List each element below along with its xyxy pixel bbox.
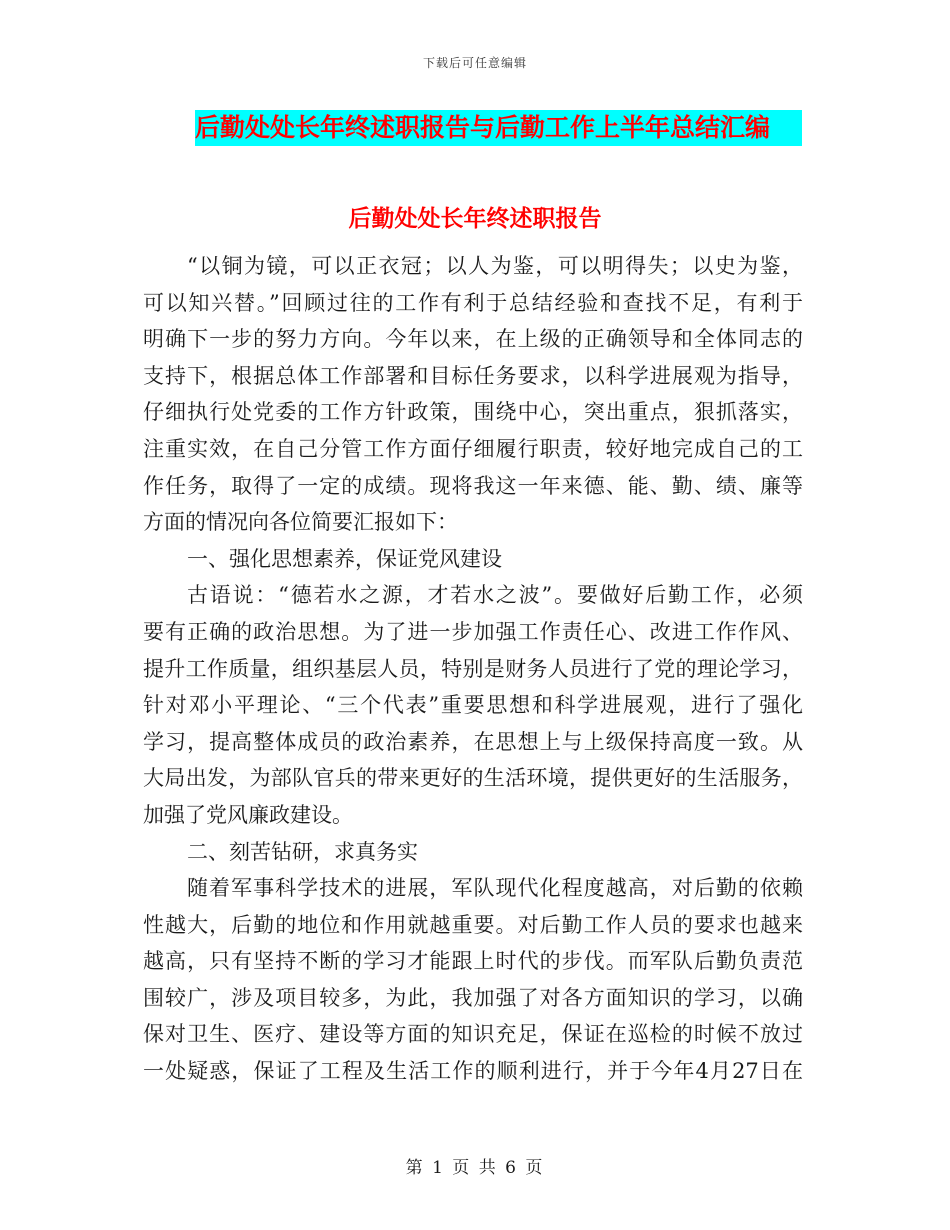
paragraph-line: 支持下，根据总体工作部署和目标任务要求，以科学进展观为指导， [143,363,803,388]
paragraph-line: 注重实效，在自己分管工作方面仔细履行职责，较好地完成自己的工 [143,436,803,461]
paragraph-line: 加强了党风廉政建设。 [143,802,353,827]
page-footer: 第 1 页 共 6 页 [405,1158,545,1178]
paragraph-line: 围较广，涉及项目较多，为此，我加强了对各方面知识的学习，以确 [143,985,803,1010]
paragraph-line: 性越大，后勤的地位和作用就越重要。对后勤工作人员的要求也越来 [143,912,803,937]
paragraph-line: 提升工作质量，组织基层人员，特别是财务人员进行了党的理论学习， [143,656,803,681]
body-text [143,248,803,1090]
paragraph-line: 保对卫生、医疗、建设等方面的知识充足，保证在巡检的时候不放过 [143,1022,803,1047]
paragraph-line: 方面的情况向各位简要汇报如下： [143,510,458,535]
main-title: 后勤处处长年终述职报告与后勤工作上半年总结汇编 [195,110,802,146]
paragraph-line: 大局出发，为部队官兵的带来更好的生活环境，提供更好的生活服务， [143,766,803,791]
paragraph-line: 越高，只有坚持不断的学习才能跟上时代的步伐。而军队后勤负责范 [143,949,803,974]
paragraph-line: 随着军事科学技术的进展，军队现代化程度越高，对后勤的依赖 [187,876,803,901]
header-note: 下载后可任意编辑 [422,56,527,70]
section-heading: 二、刻苦钻研，求真务实 [187,839,418,864]
paragraph-line: 要有正确的政治思想。为了进一步加强工作责任心、改进工作作风、 [143,619,803,644]
paragraph-line: 古语说：“德若水之源，才若水之波”。要做好后勤工作，必须 [187,583,803,608]
paragraph-line: 明确下一步的努力方向。今年以来，在上级的正确领导和全体同志的 [143,327,803,352]
paragraph-line: “以铜为镜，可以正衣冠；以人为鉴，可以明得失；以史为鉴， [187,254,803,278]
paragraph-line: 针对邓小平理论、“三个代表”重要思想和科学进展观，进行了强化 [143,693,803,718]
paragraph-line: 仔细执行处党委的工作方针政策，围绕中心，突出重点，狠抓落实， [143,400,803,425]
section-heading: 一、强化思想素养，保证党风建设 [187,546,502,571]
section-title: 后勤处处长年终述职报告 [348,205,602,232]
paragraph-line: 可以知兴替。”回顾过往的工作有利于总结经验和查找不足，有利于 [143,290,803,315]
paragraph-line: 学习，提高整体成员的政治素养，在思想上与上级保持高度一致。从 [143,729,803,754]
paragraph-line: 一处疑惑，保证了工程及生活工作的顺利进行，并于今年4月27日在 [143,1059,803,1084]
paragraph-line: 作任务，取得了一定的成绩。现将我这一年来德、能、勤、绩、廉等 [143,473,803,498]
